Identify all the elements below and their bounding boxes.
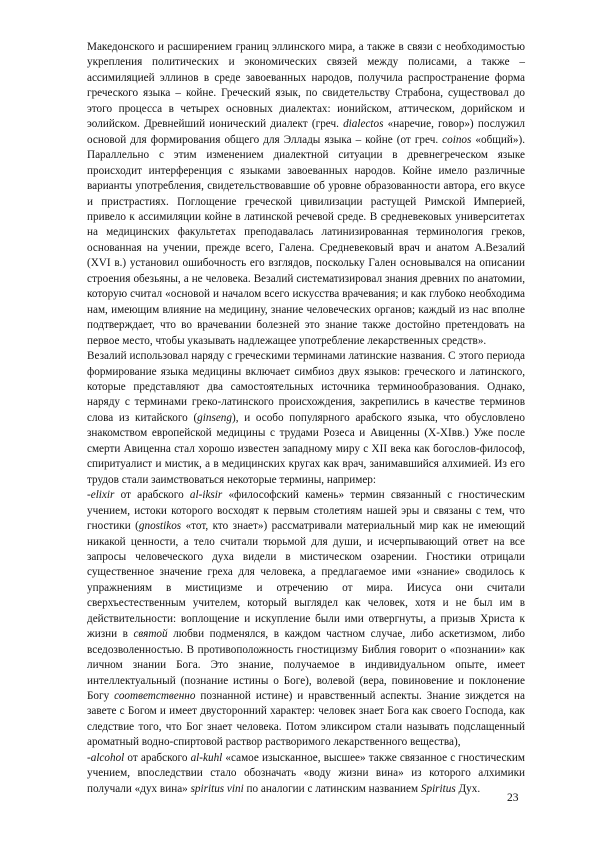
text-run: «самое изысканное, высшее» также связанное с гностическим учением, впоследствии стало обозначать «воду жизни вина» из которого алхимики получали «дух вина» (87, 751, 525, 795)
paragraph (87, 488, 525, 751)
text-run: «наречие, говор») послужил основой для формирования общего для Эллады языка – койне (от греч. (87, 118, 525, 146)
italic-term: coinos (442, 133, 472, 146)
italic-term: святой (133, 628, 168, 641)
text-run: «философский камень» термин связанный с гностическим учением, истоки которого восходят к первым столетиям нашей эры и связаны с тем, что гностики ( (87, 489, 525, 533)
text-run: любви подменялся, в каждом частном случае, либо аскетизмом, либо вседозволенностью. В противоположность гностицизму Библия говорит о «познании» как личном знании Бога. Это знание, получаемое в индивидуальном опыте, имеет интеллектуальный (познание истины о Боге), волевой (вера, повиновение и поклонение Богу (87, 628, 525, 703)
paragraph (87, 40, 525, 349)
text-run: - (87, 751, 91, 764)
text-run: - (87, 489, 91, 502)
italic-term: al-iksir (189, 489, 223, 502)
italic-term: elixir (90, 489, 115, 502)
text-run: ), и особо популярного арабского языка, что обусловлено знакомством европейской медицины с трудами Розеса и Авиценны (X-XIвв.) Уже после смерти Авиценна стал хорошо известен западному миру с XII века как богослов-философ, спиритуалист и мистик, а в медицинских кругах как врач, занимавшийся алхимией. Из его трудов стали заимствоваться некоторые термины, например: (87, 411, 525, 486)
text-run: от арабского (124, 751, 191, 764)
text-run: от арабского (114, 489, 190, 502)
text-run: Везалий использовал наряду с греческими терминами латинские названия. С этого периода формирование языка медицины включает симбиоз двух языков: греческого и латинского, которые представляют два самостоятельных источника терминообразования. Однако, наряду с терминами греко-латинского происхождения, закрепились в качестве терминов слова из китайского ( (87, 350, 525, 424)
text-run: по аналогии с латинским названием (243, 782, 421, 795)
text-run: познанной истине) и нравственный аспекты. Знание зиждется на завете с Богом и имеет двусторонний характер: человек знает Бога как своего Господа, как следствие того, что Бог знает человека. Потом эликсиром стали называть подслащенный ароматный водно-спиртовой раствор растворимого лекарственного вещества), (87, 690, 525, 749)
italic-term: gnostikos (138, 520, 182, 533)
body-text (87, 40, 525, 797)
text-run: «общий»). Параллельно с этим изменением диалектной ситуации в древнегреческом языке происходит интерференция с языками завоеванных народов. Койне имело различные варианты употребления, свидетельствовавшие об уровне образованности автора, его вкусе и пристрастиях. Поглощение греческой цивилизации растущей Римской Империей, привело к ассимиляции койне в латинской речевой среде. В средневековых университетах на медицинских факультетах преподавалась латинизированная терминология греков, основанная на учении, прежде всего, Галена. Средневековый врач и анатом А.Везалий (XVI в.) установил ошибочность его взглядов, поскольку Гален основывался на описании строения обезьяны, а не человека. Везалий систематизировал знания древних по анатомии, которую считал «основой и началом всего искусства врачевания; и как глубоко необходима нам, имеющим влияние на медицину, знание человеческих органов; каждый из нас вполне подтверждает, что во врачевании болезней это знание также достойно претендовать на первое место, чтобы указывать надлежащее употребление лекарственных средств». (87, 133, 525, 347)
italic-term: Spiritus (420, 782, 456, 795)
text-run: «тот, кто знает») рассматривали материальный мир как не имеющий никакой ценности, а тело считали тюрьмой для души, и исчерпывающий ответ на все запросы человеческого духа видели в мистическом озарении. Гностики отрицали существенное значение греха для человека, а предлагаемое ими «знание» сводилось к упражнениям в мистицизме и отречению от мира. Иисуса они считали сверхъестественным учителем, который выглядел как человек, хотя и не был им в действительности: воплощение и искупление были ими отвергнуты, а призыв Христа к жизни в (87, 520, 525, 641)
text-run: Македонского и расширением границ эллинского мира, а также в связи с необходимостью укрепления политических и экономических связей между полисами, а также – ассимиляцией эллинов в среде завоеванных народов, получила распространение форма греческого языка – койне. Греческий язык, по свидетельству Страбона, существовал до этого процесса в четырех основных диалектах: ионийском, аттическом, дорийском и эолийском. Древнейший ионический диалект (греч. (87, 41, 525, 131)
text-run: Дух. (455, 782, 481, 795)
paragraph (87, 349, 525, 488)
page-number: 23 (507, 792, 519, 804)
italic-term: spiritus vini (190, 782, 244, 795)
paragraph (87, 751, 525, 797)
italic-term: dialectos (343, 118, 384, 131)
italic-term: alcohol (90, 751, 125, 764)
italic-term: соответственно (114, 690, 196, 703)
italic-term: al-kuhl (190, 751, 223, 764)
italic-term: ginseng (197, 411, 232, 424)
